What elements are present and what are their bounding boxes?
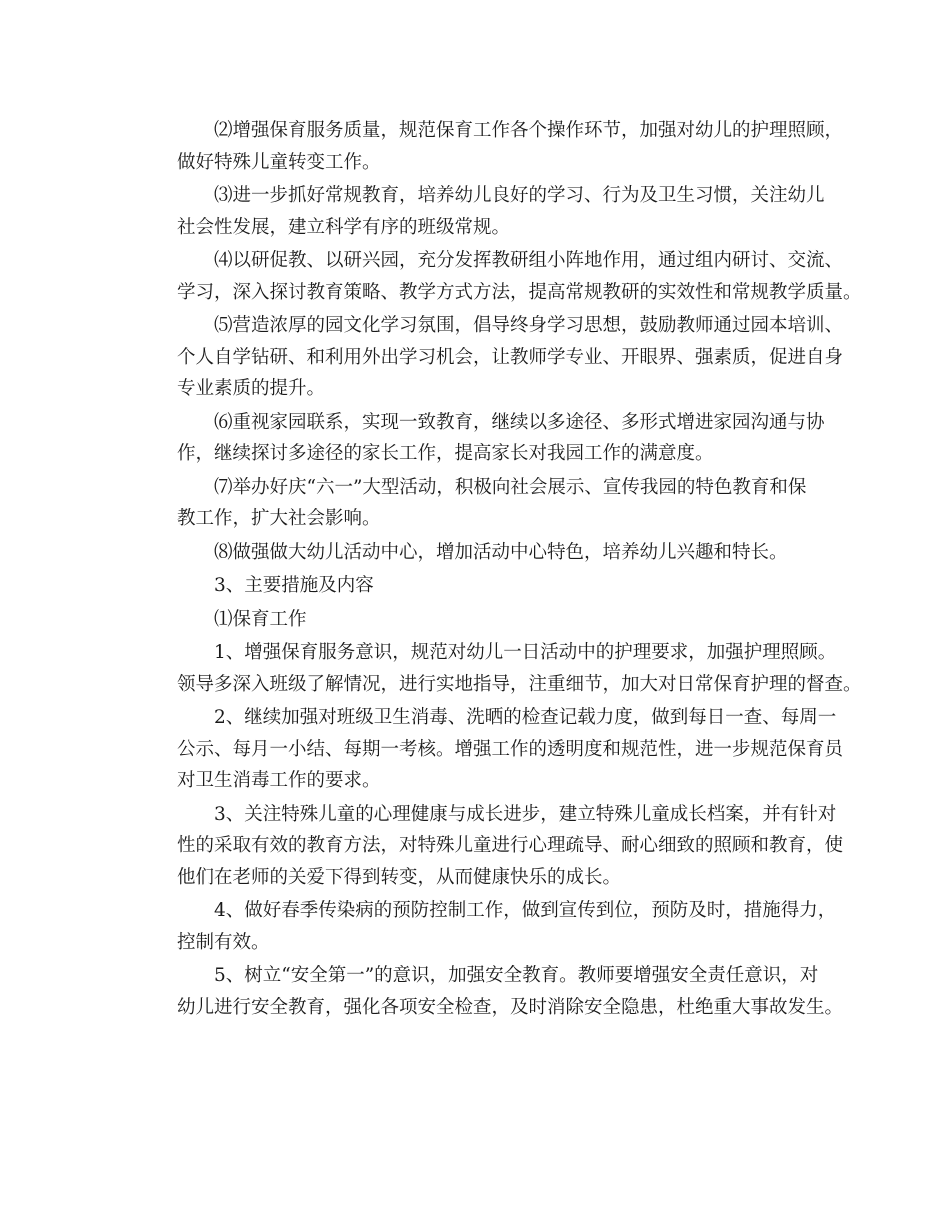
paragraph-item-2 — [140, 115, 844, 178]
paragraph-line: 公示、每月一小结、每期一考核。增强工作的透明度和规范性，进一步规范保育员 — [177, 738, 844, 760]
section-heading-measures — [140, 570, 830, 602]
paragraph-line: ⑺举办好庆“六一”大型活动，积极向社会展示、宣传我园的特色教育和保 — [214, 476, 807, 498]
paragraph-line: 作，继续探讨多途径的家长工作，提高家长对我园工作的满意度。 — [177, 443, 714, 464]
measure-item-2 — [140, 702, 844, 797]
paragraph-line: ⑷以研促教、以研兴园，充分发挥教研组小阵地作用，通过组内研讨、交流、 — [214, 250, 844, 271]
section-heading: 3、主要措施及内容 — [214, 575, 374, 596]
document-body — [140, 115, 862, 1025]
paragraph-line: 2、继续加强对班级卫生消毒、洗晒的检查记载力度，做到每日一查、每周一 — [214, 707, 837, 728]
paragraph-line: 3、关注特殊儿童的心理健康与成长进步，建立特殊儿童成长档案，并有针对 — [214, 803, 837, 825]
paragraph-line: 1、增强保育服务意识，规范对幼儿一日活动中的护理要求，加强护理照顾。 — [214, 642, 837, 663]
measure-item-4 — [140, 895, 837, 958]
measure-item-5 — [140, 960, 844, 1023]
measure-item-1 — [140, 637, 862, 700]
paragraph-line: ⑸营造浓厚的园文化学习氛围，倡导终身学习思想，鼓励教师通过园本培训、 — [214, 315, 844, 336]
paragraph-item-8 — [140, 537, 830, 569]
paragraph-line: 教工作，扩大社会影响。 — [177, 508, 381, 529]
paragraph-line: 专业素质的提升。 — [177, 378, 326, 399]
paragraph-line: 他们在老师的关爱下得到转变，从而健康快乐的成长。 — [177, 866, 622, 888]
paragraph-item-5 — [140, 310, 844, 405]
paragraph-line: 领导多深入班级了解情况，进行实地指导，注重细节，加大对日常保育护理的督查。 — [177, 673, 862, 695]
paragraph-line: ⑻做强做大幼儿活动中心，增加活动中心特色，培养幼儿兴趣和特长。 — [214, 541, 788, 563]
paragraph-line: 学习，深入探讨教育策略、教学方式方法，提高常规教研的实效性和常规教学质量。 — [177, 281, 862, 303]
paragraph-line: 4、做好春季传染病的预防控制工作，做到宣传到位，预防及时，措施得力， — [214, 900, 837, 921]
paragraph-line: 社会性发展，建立科学有序的班级常规。 — [177, 216, 511, 238]
paragraph-line: ⑵增强保育服务质量，规范保育工作各个操作环节，加强对幼儿的护理照顾， — [214, 120, 844, 141]
paragraph-line: 对卫生消毒工作的要求。 — [177, 770, 381, 791]
subsection-heading: ⑴保育工作 — [214, 608, 307, 630]
paragraph-item-6 — [140, 407, 830, 470]
measure-item-3 — [140, 799, 844, 894]
paragraph-item-3 — [140, 180, 830, 243]
paragraph-line: 控制有效。 — [177, 931, 270, 953]
paragraph-line: 性的采取有效的教育方法，对特殊儿童进行心理疏导、耐心细致的照顾和教育，使 — [177, 835, 844, 856]
subsection-heading-care — [140, 604, 830, 636]
paragraph-line: 做好特殊儿童转变工作。 — [177, 151, 381, 173]
paragraph-line: 幼儿进行安全教育，强化各项安全检查，及时消除安全隐患，杜绝重大事故发生。 — [177, 996, 844, 1018]
paragraph-line: ⑶进一步抓好常规教育，培养幼儿良好的学习、行为及卫生习惯，关注幼儿 — [214, 185, 825, 206]
paragraph-line: ⑹重视家园联系，实现一致教育，继续以多途径、多形式增进家园沟通与协 — [214, 411, 825, 433]
paragraph-item-7 — [140, 472, 830, 535]
paragraph-item-4 — [140, 245, 862, 308]
paragraph-line: 个人自学钻研、和利用外出学习机会，让教师学专业、开眼界、强素质，促进自身 — [177, 346, 844, 368]
paragraph-line: 5、树立“安全第一”的意识，加强安全教育。教师要增强安全责任意识，对 — [214, 965, 819, 986]
